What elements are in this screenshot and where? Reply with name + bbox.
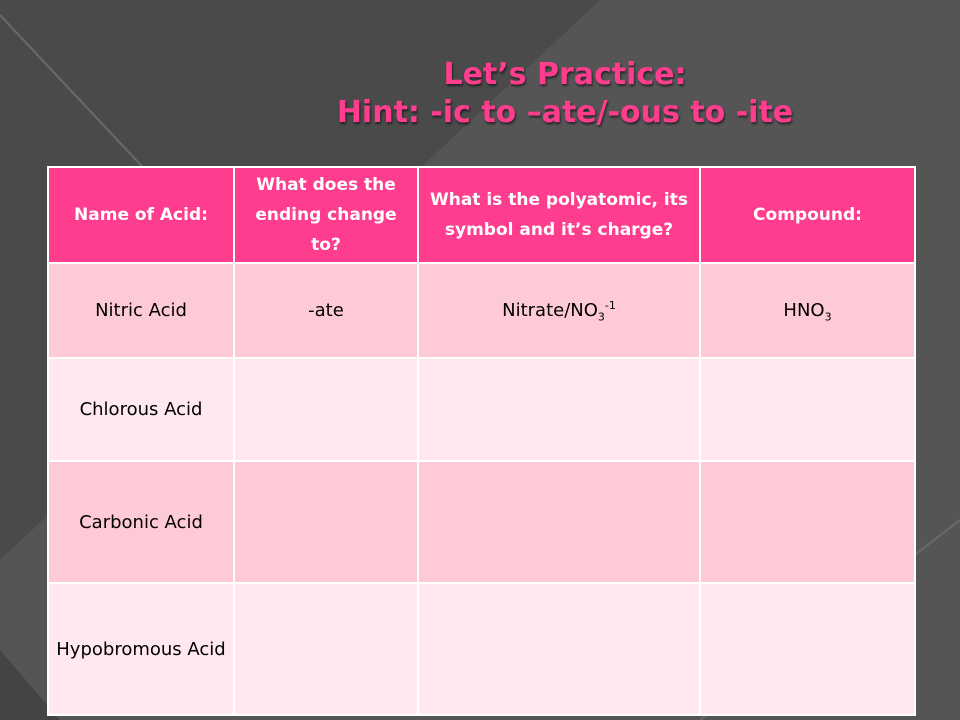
header-ending-change: What does the ending change to? <box>234 167 418 263</box>
title-line-1: Let’s Practice: <box>443 57 687 92</box>
ending-cell: -ate <box>234 263 418 358</box>
table-row <box>48 583 915 715</box>
ending-cell <box>234 583 418 715</box>
ending-cell <box>234 461 418 583</box>
compound-base: HNO <box>783 300 825 321</box>
slide-title <box>190 56 940 132</box>
header-name-of-acid: Name of Acid: <box>48 167 234 263</box>
header-compound: Compound: <box>700 167 915 263</box>
acid-name-cell: Chlorous Acid <box>48 358 234 461</box>
table-row <box>48 263 915 358</box>
polyatomic-subscript: 3 <box>597 310 605 324</box>
title-line-2: Hint: -ic to –ate/-ous to -ite <box>336 95 794 130</box>
polyatomic-charge: -1 <box>604 299 616 312</box>
polyatomic-cell <box>418 263 700 358</box>
compound-cell <box>700 358 915 461</box>
compound-subscript: 3 <box>824 310 832 324</box>
compound-cell <box>700 263 915 358</box>
table-row <box>48 461 915 583</box>
header-polyatomic: What is the polyatomic, its symbol and it’s charge? <box>418 167 700 263</box>
acid-name-cell: Carbonic Acid <box>48 461 234 583</box>
acid-name-cell: Nitric Acid <box>48 263 234 358</box>
acid-practice-table <box>47 166 916 716</box>
table-header-row <box>48 167 915 263</box>
polyatomic-base: Nitrate/NO <box>502 300 598 321</box>
table-row <box>48 358 915 461</box>
acid-name-cell: Hypobromous Acid <box>48 583 234 715</box>
polyatomic-cell <box>418 358 700 461</box>
polyatomic-cell <box>418 583 700 715</box>
polyatomic-cell <box>418 461 700 583</box>
ending-cell <box>234 358 418 461</box>
compound-cell <box>700 461 915 583</box>
compound-cell <box>700 583 915 715</box>
